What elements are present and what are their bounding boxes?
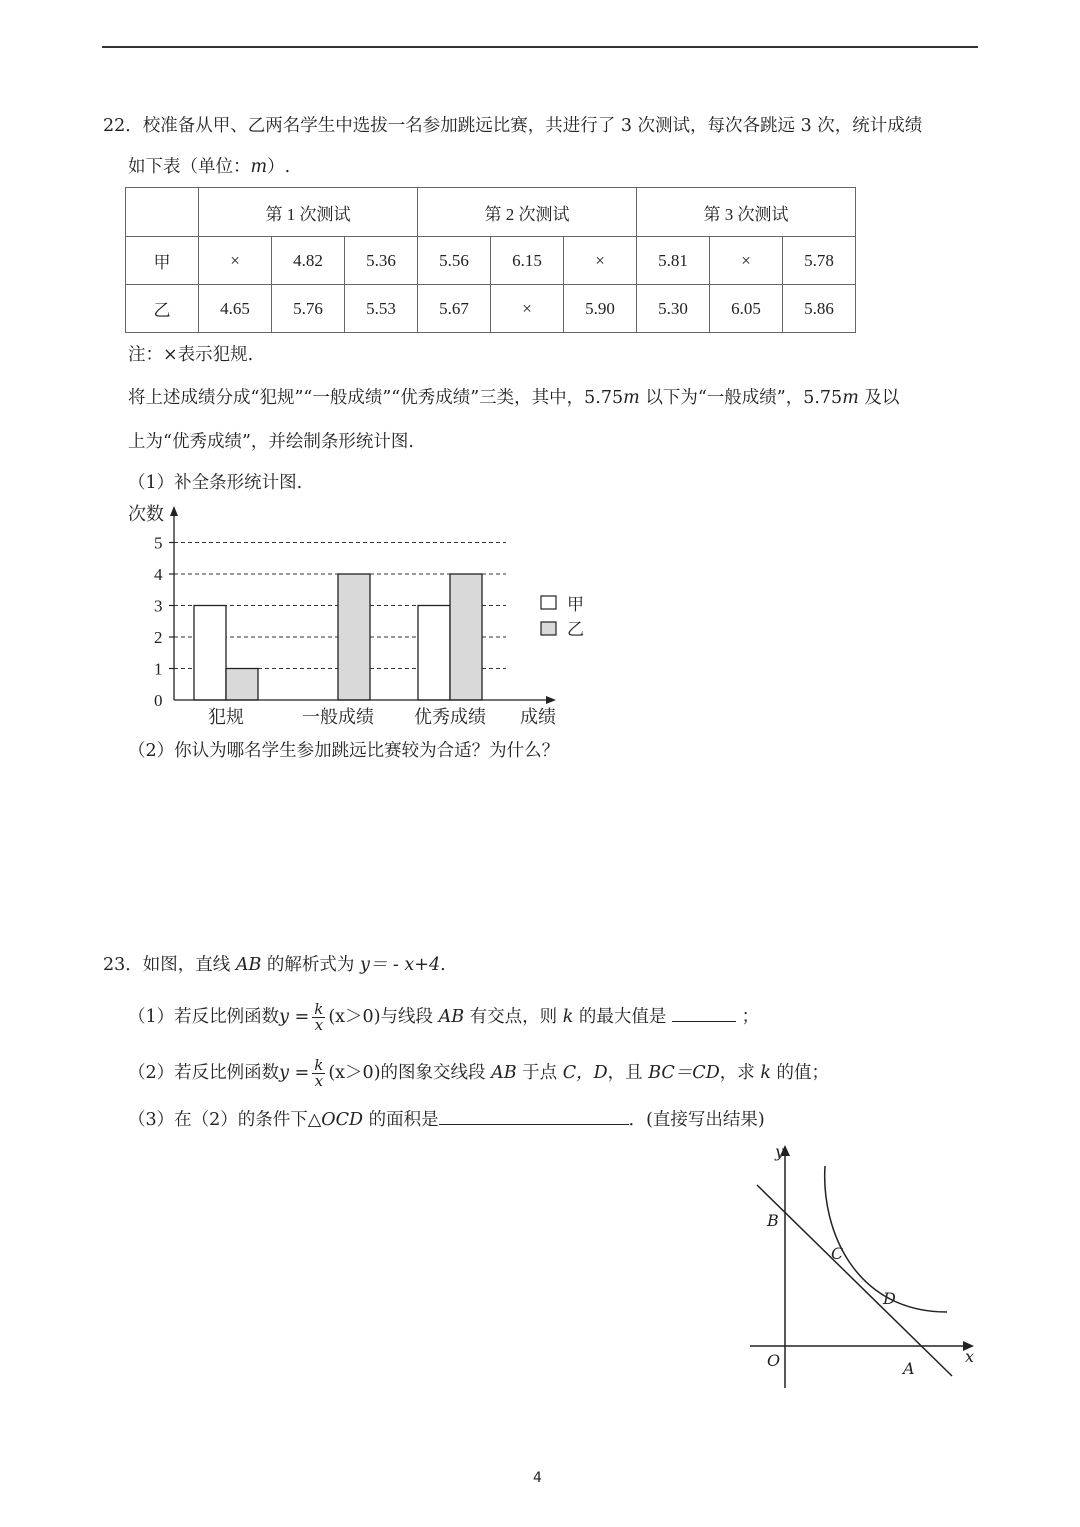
table-cell: 5.30 <box>637 285 710 333</box>
table-cell: 5.86 <box>783 285 856 333</box>
table-row-name: 乙 <box>126 285 199 333</box>
y-tick-label: 2 <box>154 628 163 647</box>
bar-jia <box>194 606 226 701</box>
table-cell: 5.67 <box>418 285 491 333</box>
bar-yi <box>226 669 258 701</box>
x-tick-label: 优秀成绩 <box>414 707 486 728</box>
coordinate-figure <box>745 1140 985 1390</box>
q22-line1: 22．校准备从甲、乙两名学生中选拔一名参加跳远比赛，共进行了 3 次测试，每次各跳远 3 次，统计成绩 <box>103 116 923 136</box>
y-axis-arrow-icon <box>170 506 178 516</box>
x-tick-labels <box>208 707 486 728</box>
q23-sub3: （3）在（2）的条件下△OCD 的面积是 ．(直接写出结果) <box>128 1106 765 1132</box>
table-header: 第 3 次测试 <box>637 188 856 237</box>
y-tick-label: 3 <box>154 596 163 616</box>
bar-yi <box>338 574 370 700</box>
bar-jia <box>418 606 450 701</box>
label-point-a: A <box>903 1359 915 1378</box>
x-axis-label: 成绩 <box>520 707 556 728</box>
bar-yi <box>450 574 482 700</box>
y-tick-label: 4 <box>154 565 163 584</box>
answer-blank-3[interactable] <box>439 1106 629 1125</box>
table-cell: 5.53 <box>345 285 418 333</box>
q22-line2: 如下表（单位：m）. <box>128 157 291 177</box>
table-cell: 5.81 <box>637 237 710 285</box>
table-row <box>126 285 856 333</box>
line-ab <box>757 1185 952 1376</box>
table-cell: 6.05 <box>710 285 783 333</box>
q23-line1: 23．如图，直线 AB 的解析式为 y＝ - x+4. <box>103 955 446 975</box>
header-rule <box>102 46 978 48</box>
y-tick-label: 0 <box>154 691 163 710</box>
table-corner <box>126 188 199 237</box>
x-axis-arrow-icon <box>546 696 556 704</box>
q22-sub1: （1）补全条形统计图. <box>128 473 303 493</box>
label-point-c: C <box>831 1244 844 1263</box>
label-point-d: D <box>883 1289 896 1308</box>
table-cell: 5.78 <box>783 237 856 285</box>
q22-para1: 将上述成绩分成“犯规”“一般成绩”“优秀成绩”三类，其中，5.75m 以下为“一般成绩”，5.75m 及以 <box>128 388 900 408</box>
table-row <box>126 237 856 285</box>
score-table <box>125 187 856 333</box>
legend-label-yi: 乙 <box>567 620 584 640</box>
table-cell: × <box>491 285 564 333</box>
q23-sub1: （1）若反比例函数y = $\frac{k}{x}$ (x＞0)与线段 AB 有交点，则 k 的最大值是 ； <box>128 1000 760 1034</box>
table-header: 第 2 次测试 <box>418 188 637 237</box>
x-tick-label: 犯规 <box>208 707 244 728</box>
table-cell: × <box>710 237 783 285</box>
table-cell: 5.36 <box>345 237 418 285</box>
table-cell: 5.56 <box>418 237 491 285</box>
table-cell: × <box>199 237 272 285</box>
table-cell: 4.82 <box>272 237 345 285</box>
label-y: y <box>775 1142 785 1161</box>
bar-chart <box>110 498 600 733</box>
legend-swatch-yi <box>541 622 556 635</box>
fraction-k-over-x: $\frac{k}{x}$ <box>314 1000 324 1034</box>
fraction-k-over-x: $\frac{k}{x}$ <box>314 1056 324 1090</box>
legend-label-jia: 甲 <box>567 595 584 615</box>
y-tick-label: 5 <box>154 533 163 553</box>
y-tick-labels <box>154 534 163 711</box>
table-cell: × <box>564 237 637 285</box>
y-axis-label: 次数 <box>128 504 164 525</box>
answer-blank-1[interactable] <box>672 1003 736 1022</box>
y-tick-label: 1 <box>154 659 163 679</box>
q22-para2: 上为“优秀成绩”，并绘制条形统计图. <box>128 432 414 452</box>
table-cell: 6.15 <box>491 237 564 285</box>
q23-sub2: （2）若反比例函数y = $\frac{k}{x}$ (x＞0)的图象交线段 AB 于点 C，D，且 BC＝CD，求 k 的值； <box>128 1056 829 1090</box>
table-row-name: 甲 <box>126 237 199 285</box>
table-cell: 5.90 <box>564 285 637 333</box>
table-cell: 4.65 <box>199 285 272 333</box>
label-point-b: B <box>767 1211 779 1230</box>
table-header: 第 1 次测试 <box>199 188 418 237</box>
legend-swatch-jia <box>541 596 556 609</box>
label-x: x <box>965 1347 975 1366</box>
table-cell: 5.76 <box>272 285 345 333</box>
q22-sub2: （2）你认为哪名学生参加跳远比赛较为合适？为什么？ <box>128 741 560 761</box>
page-number: 4 <box>533 1470 542 1486</box>
chart-legend <box>541 595 584 640</box>
table-note: 注：×表示犯规. <box>128 345 254 365</box>
label-origin: O <box>767 1351 781 1370</box>
x-tick-label: 一般成绩 <box>302 707 374 728</box>
